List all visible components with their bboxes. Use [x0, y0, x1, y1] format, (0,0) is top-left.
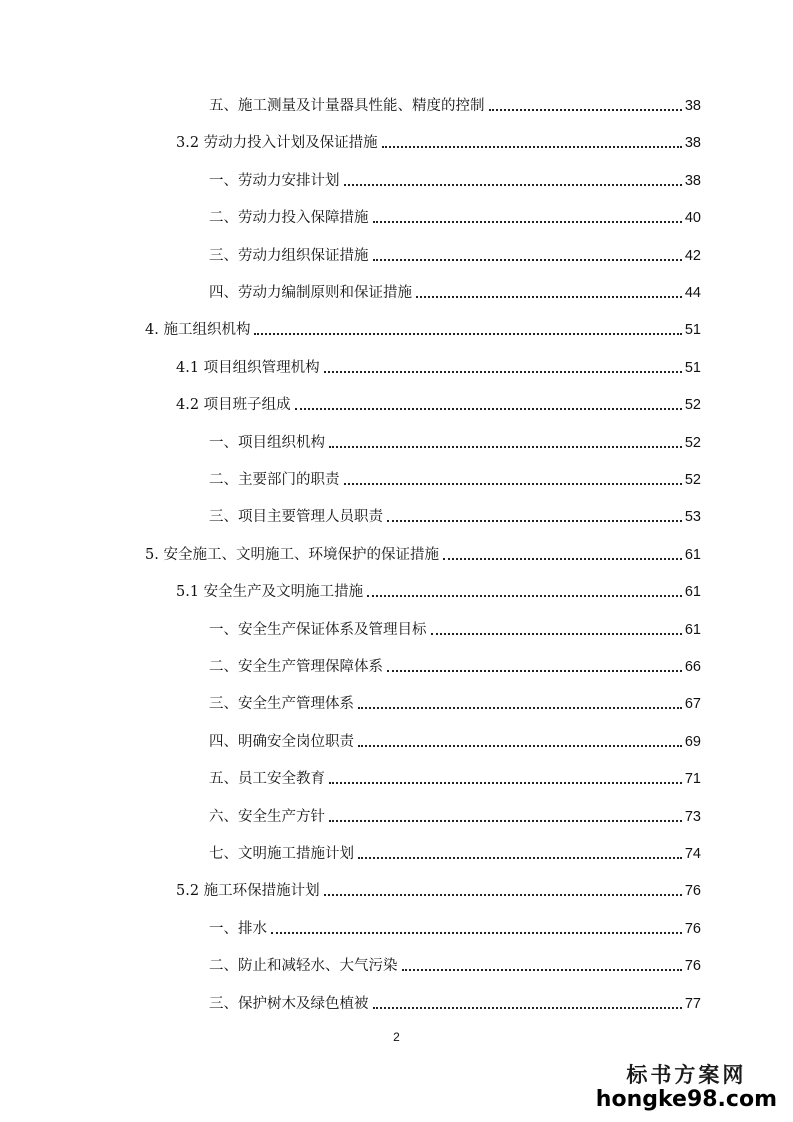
toc-entry[interactable] [209, 279, 701, 303]
toc-dot-leader [416, 296, 682, 298]
toc-entry-page: 52 [684, 472, 701, 488]
toc-entry-page: 67 [684, 696, 701, 713]
toc-dot-leader [329, 782, 682, 784]
toc-dot-leader [431, 633, 682, 635]
toc-entry-page: 44 [684, 285, 701, 301]
toc-entry[interactable] [209, 616, 701, 640]
toc-dot-leader [271, 932, 682, 934]
toc-entry-title: 三、保护树木及绿色植被 [209, 995, 369, 1012]
toc-dot-leader [358, 745, 682, 747]
toc-entry[interactable] [209, 765, 701, 789]
toc-entry-title: 二、安全生产管理保障体系 [209, 659, 383, 675]
toc-dot-leader [295, 408, 682, 410]
toc-dot-leader [329, 446, 682, 448]
toc-entry-title: 六、安全生产方针 [209, 808, 325, 825]
toc-entry-title: 4.1 项目组织管理机构 [176, 359, 320, 376]
toc-entry-title: 五、施工测量及计量器具性能、精度的控制 [209, 98, 485, 114]
toc-entry-page: 51 [684, 359, 701, 376]
toc-entry[interactable] [145, 541, 701, 565]
toc-entry[interactable] [209, 242, 701, 266]
toc-entry[interactable] [209, 429, 701, 453]
toc-entry[interactable] [209, 653, 701, 677]
toc-entry-page: 42 [684, 247, 701, 264]
toc-entry-page: 38 [684, 135, 701, 152]
toc-entry[interactable] [209, 167, 701, 191]
toc-dot-leader [373, 259, 682, 261]
toc-entry-page: 38 [684, 172, 701, 189]
toc-entry-title: 三、劳动力组织保证措施 [209, 247, 369, 264]
toc-entry[interactable] [145, 316, 701, 340]
toc-entry-title: 5.2 施工环保措施计划 [176, 883, 320, 900]
toc-entry-page: 76 [684, 883, 701, 900]
toc-entry-title: 3.2 劳动力投入计划及保证措施 [176, 135, 378, 152]
toc-entry-title: 四、劳动力编制原则和保证措施 [209, 285, 412, 301]
toc-entry-page: 69 [684, 733, 701, 750]
toc-dot-leader [382, 146, 682, 148]
toc-entry-page: 40 [684, 210, 701, 227]
toc-entry-page: 53 [684, 509, 701, 526]
toc-entry-title: 一、劳动力安排计划 [209, 172, 340, 189]
toc-dot-leader [373, 1007, 682, 1009]
toc-entry-title: 一、安全生产保证体系及管理目标 [209, 621, 427, 638]
watermark-name: 标书方案网 [626, 1063, 747, 1087]
toc-dot-leader [344, 184, 682, 186]
toc-dot-leader [329, 820, 682, 822]
toc-entry[interactable] [176, 391, 701, 415]
toc-entry-title: 5.1 安全生产及文明施工措施 [176, 584, 364, 601]
watermark-url: hongke98.com [595, 1087, 777, 1112]
toc-entry-page: 52 [684, 397, 701, 414]
toc-entry-title: 七、文明施工措施计划 [209, 846, 354, 862]
toc-entry-page: 74 [684, 846, 701, 862]
toc-entry[interactable] [209, 840, 701, 864]
toc-entry-page: 76 [684, 958, 701, 975]
toc-entry[interactable] [209, 690, 701, 714]
toc-entry-title: 二、防止和减轻水、大气污染 [209, 958, 398, 975]
toc-entry[interactable] [209, 990, 701, 1014]
toc-entry[interactable] [209, 803, 701, 827]
toc-entry-page: 38 [684, 98, 701, 114]
toc-entry[interactable] [209, 952, 701, 976]
toc-entry-page: 71 [684, 771, 701, 788]
toc-dot-leader [443, 558, 682, 560]
watermark-logo [596, 1059, 777, 1112]
toc-entry-title: 三、项目主要管理人员职责 [209, 509, 383, 526]
toc-entry-page: 66 [684, 659, 701, 675]
toc-entry-title: 一、排水 [209, 920, 267, 937]
toc-entry-title: 五、员工安全教育 [209, 771, 325, 788]
toc-entry[interactable] [176, 877, 701, 901]
toc-entry-page: 77 [684, 995, 701, 1012]
toc-entry-title: 一、项目组织机构 [209, 434, 325, 451]
toc-dot-leader [367, 595, 682, 597]
toc-dot-leader [324, 371, 682, 373]
toc-entry-page: 61 [684, 584, 701, 601]
toc-entry[interactable] [209, 466, 701, 490]
toc-dot-leader [402, 969, 682, 971]
toc-entry-page: 76 [684, 920, 701, 937]
toc-entry[interactable] [209, 204, 701, 228]
page-number: 2 [393, 1030, 400, 1044]
toc-dot-leader [358, 857, 682, 859]
toc-entry-title: 四、明确安全岗位职责 [209, 733, 354, 750]
toc-entry-title: 二、主要部门的职责 [209, 472, 340, 488]
toc-entry-title: 4. 施工组织机构 [145, 322, 251, 339]
toc-entry-page: 73 [684, 808, 701, 825]
toc-entry[interactable] [209, 915, 701, 939]
toc-entry[interactable] [209, 728, 701, 752]
toc-entry-title: 三、安全生产管理体系 [209, 696, 354, 713]
toc-entry[interactable] [176, 129, 701, 153]
toc-entry[interactable] [209, 503, 701, 527]
toc-dot-leader [254, 333, 681, 335]
toc-entry[interactable] [176, 578, 701, 602]
toc-entry-page: 51 [684, 322, 701, 339]
toc-entry-title: 5. 安全施工、文明施工、环境保护的保证措施 [145, 546, 439, 563]
toc-entry[interactable] [176, 354, 701, 378]
toc-dot-leader [387, 670, 682, 672]
toc-entry-page: 52 [684, 434, 701, 451]
toc-dot-leader [387, 520, 682, 522]
toc-dot-leader [358, 707, 682, 709]
toc-entry-page: 61 [684, 546, 701, 563]
toc-entry-title: 二、劳动力投入保障措施 [209, 210, 369, 227]
toc-entry-title: 4.2 项目班子组成 [176, 397, 291, 414]
toc-dot-leader [324, 894, 682, 896]
toc-entry[interactable] [209, 92, 701, 116]
toc-dot-leader [373, 221, 682, 223]
toc-entry-page: 61 [684, 621, 701, 638]
toc-dot-leader [344, 483, 682, 485]
toc-dot-leader [489, 109, 682, 111]
